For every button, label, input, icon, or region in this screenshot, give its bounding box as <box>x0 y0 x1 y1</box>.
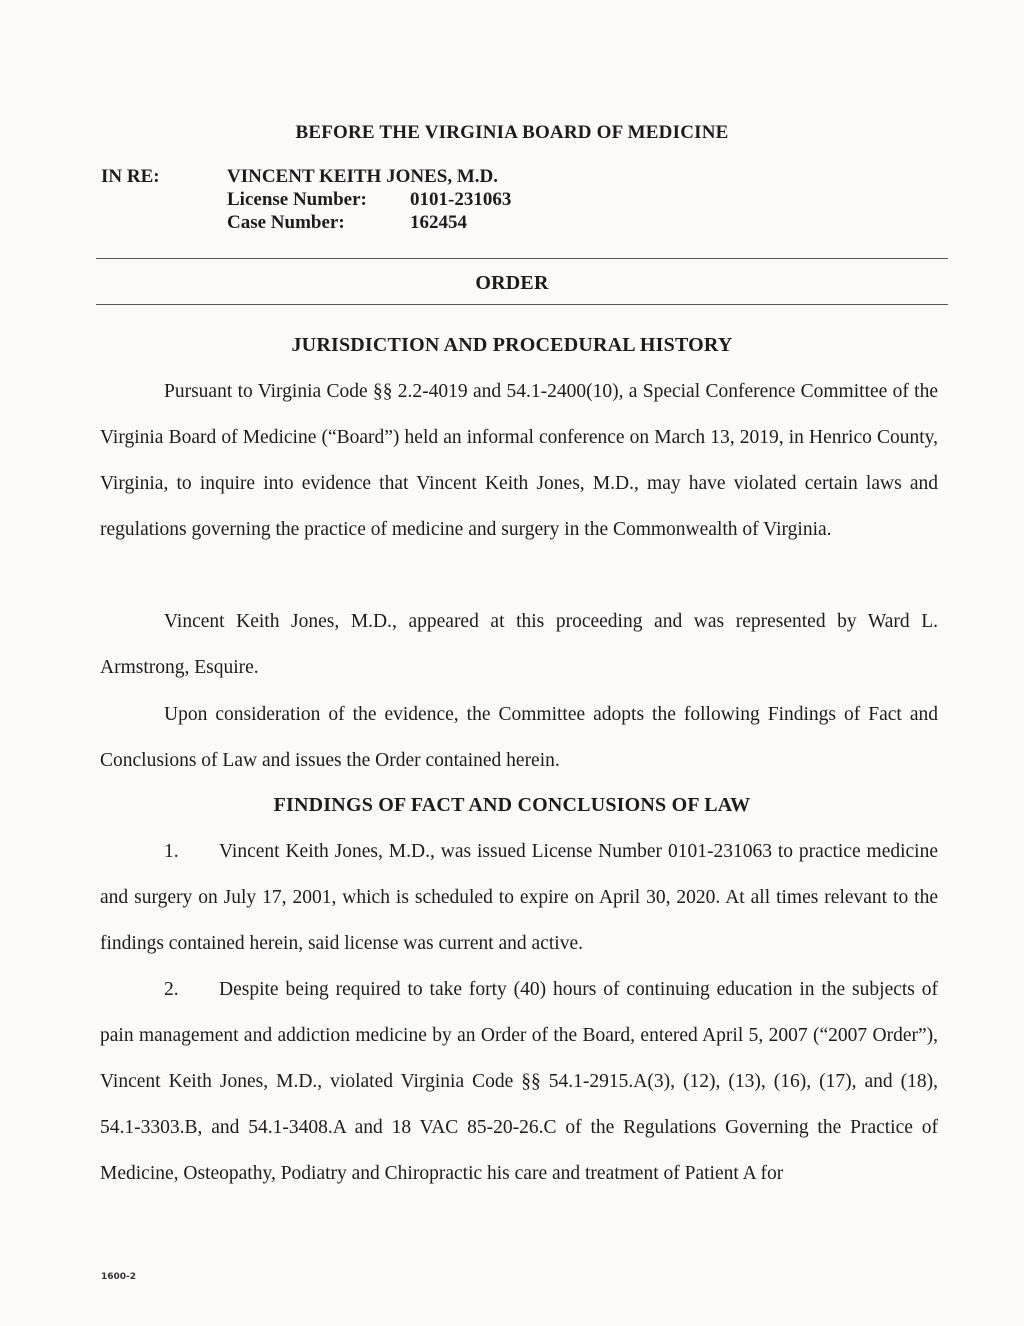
board-heading: BEFORE THE VIRGINIA BOARD OF MEDICINE <box>295 122 729 143</box>
form-code: 1600-2 <box>101 1272 137 1282</box>
divider-bottom <box>96 304 948 305</box>
findings-heading: FINDINGS OF FACT AND CONCLUSIONS OF LAW <box>273 794 751 816</box>
finding-1 <box>100 829 938 967</box>
appearance-text: Vincent Keith Jones, M.D., appeared at this proceeding and was represented by Ward L. Armstrong, Esquire. <box>100 611 938 678</box>
divider-top <box>96 258 948 259</box>
consideration-text: Upon consideration of the evidence, the Committee adopts the following Findings of Fact and Conclusions of Law and issues the Order contained herein. <box>100 704 938 771</box>
license-number-value: 0101-231063 <box>410 189 512 210</box>
finding-1-number: 1. <box>164 841 179 862</box>
case-number-label: Case Number: <box>227 212 345 233</box>
finding-1-text: Vincent Keith Jones, M.D., was issued License Number 0101-231063 to practice medicine and surgery on July 17, 2001, which is scheduled to expire on April 30, 2020. At all times relevant to the findings contained herein, said license was current and active. <box>100 841 938 954</box>
jurisdiction-paragraph <box>100 369 938 553</box>
jurisdiction-text: Pursuant to Virginia Code §§ 2.2-4019 and 54.1-2400(10), a Special Conference Committee of the Virginia Board of Medicine (“Board”) held an informal conference on March 13, 2019, in Henrico County, Virginia, to inquire into evidence that Vincent Keith Jones, M.D., may have violated certain laws and regulations governing the practice of medicine and surgery in the Commonwealth of Virginia. <box>100 381 938 540</box>
jurisdiction-heading: JURISDICTION AND PROCEDURAL HISTORY <box>291 334 733 356</box>
respondent-name: VINCENT KEITH JONES, M.D. <box>227 166 498 187</box>
case-number-value: 162454 <box>410 212 467 233</box>
license-number-label: License Number: <box>227 189 367 210</box>
finding-2-text: Despite being required to take forty (40) hours of continuing education in the subjects of pain management and addiction medicine by an Order of the Board, entered April 5, 2007 (“2007 Order”), Vincent Keith Jones, M.D., violated Virginia Code §§ 54.1-2915.A(3), (12), (13), (16), (17), and (18), 54.1-3303.B, and 54.1-3408.A and 18 VAC 85-20-26.C of the Regulations Governing the Practice of Medicine, Osteopathy, Podiatry and Chiropractic his care and treatment of Patient A for <box>100 979 938 1184</box>
finding-2 <box>100 967 938 1197</box>
order-title: ORDER <box>475 272 549 294</box>
appearance-paragraph <box>100 599 938 691</box>
finding-2-number: 2. <box>164 979 179 1000</box>
consideration-paragraph <box>100 692 938 784</box>
in-re-label: IN RE: <box>101 166 160 187</box>
